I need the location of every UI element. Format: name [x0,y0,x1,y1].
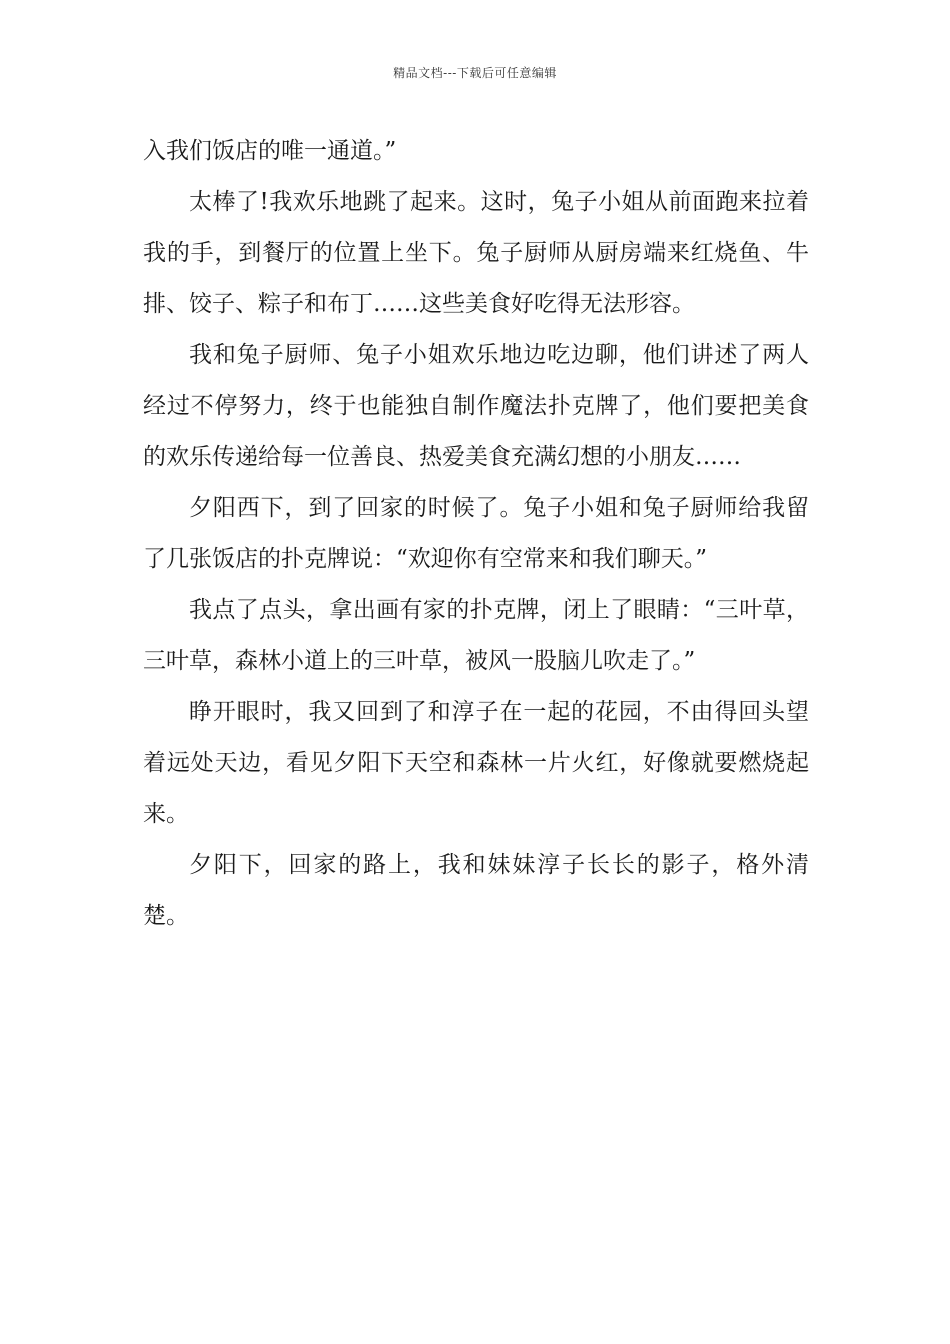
paragraph: 夕阳西下，到了回家的时候了。兔子小姐和兔子厨师给我留了几张饭店的扑克牌说：“欢迎你有空常来和我们聊天。” [143,495,809,572]
paragraph: 夕阳下，回家的路上，我和妹妹淳子长长的影子，格外清楚。 [143,852,809,929]
paragraph: 太棒了!我欢乐地跳了起来。这时，兔子小姐从前面跑来拉着我的手，到餐厅的位置上坐下。兔子厨师从厨房端来红烧鱼、牛排、饺子、粽子和布丁……这些美食好吃得无法形容。 [143,189,809,317]
paragraph: 睁开眼时，我又回到了和淳子在一起的花园，不由得回头望着远处天边，看见夕阳下天空和森林一片火红，好像就要燃烧起来。 [143,699,809,827]
document-body [143,126,809,942]
paragraph: 我点了点头，拿出画有家的扑克牌，闭上了眼睛：“三叶草，三叶草，森林小道上的三叶草，被风一股脑儿吹走了。” [143,597,809,674]
paragraph: 我和兔子厨师、兔子小姐欢乐地边吃边聊，他们讲述了两人经过不停努力，终于也能独自制作魔法扑克牌了，他们要把美食的欢乐传递给每一位善良、热爱美食充满幻想的小朋友…… [143,342,809,470]
page-header: 精品文档---下载后可任意编辑 [393,66,557,80]
paragraph-continued: 入我们饭店的唯一通道。” [143,138,397,164]
